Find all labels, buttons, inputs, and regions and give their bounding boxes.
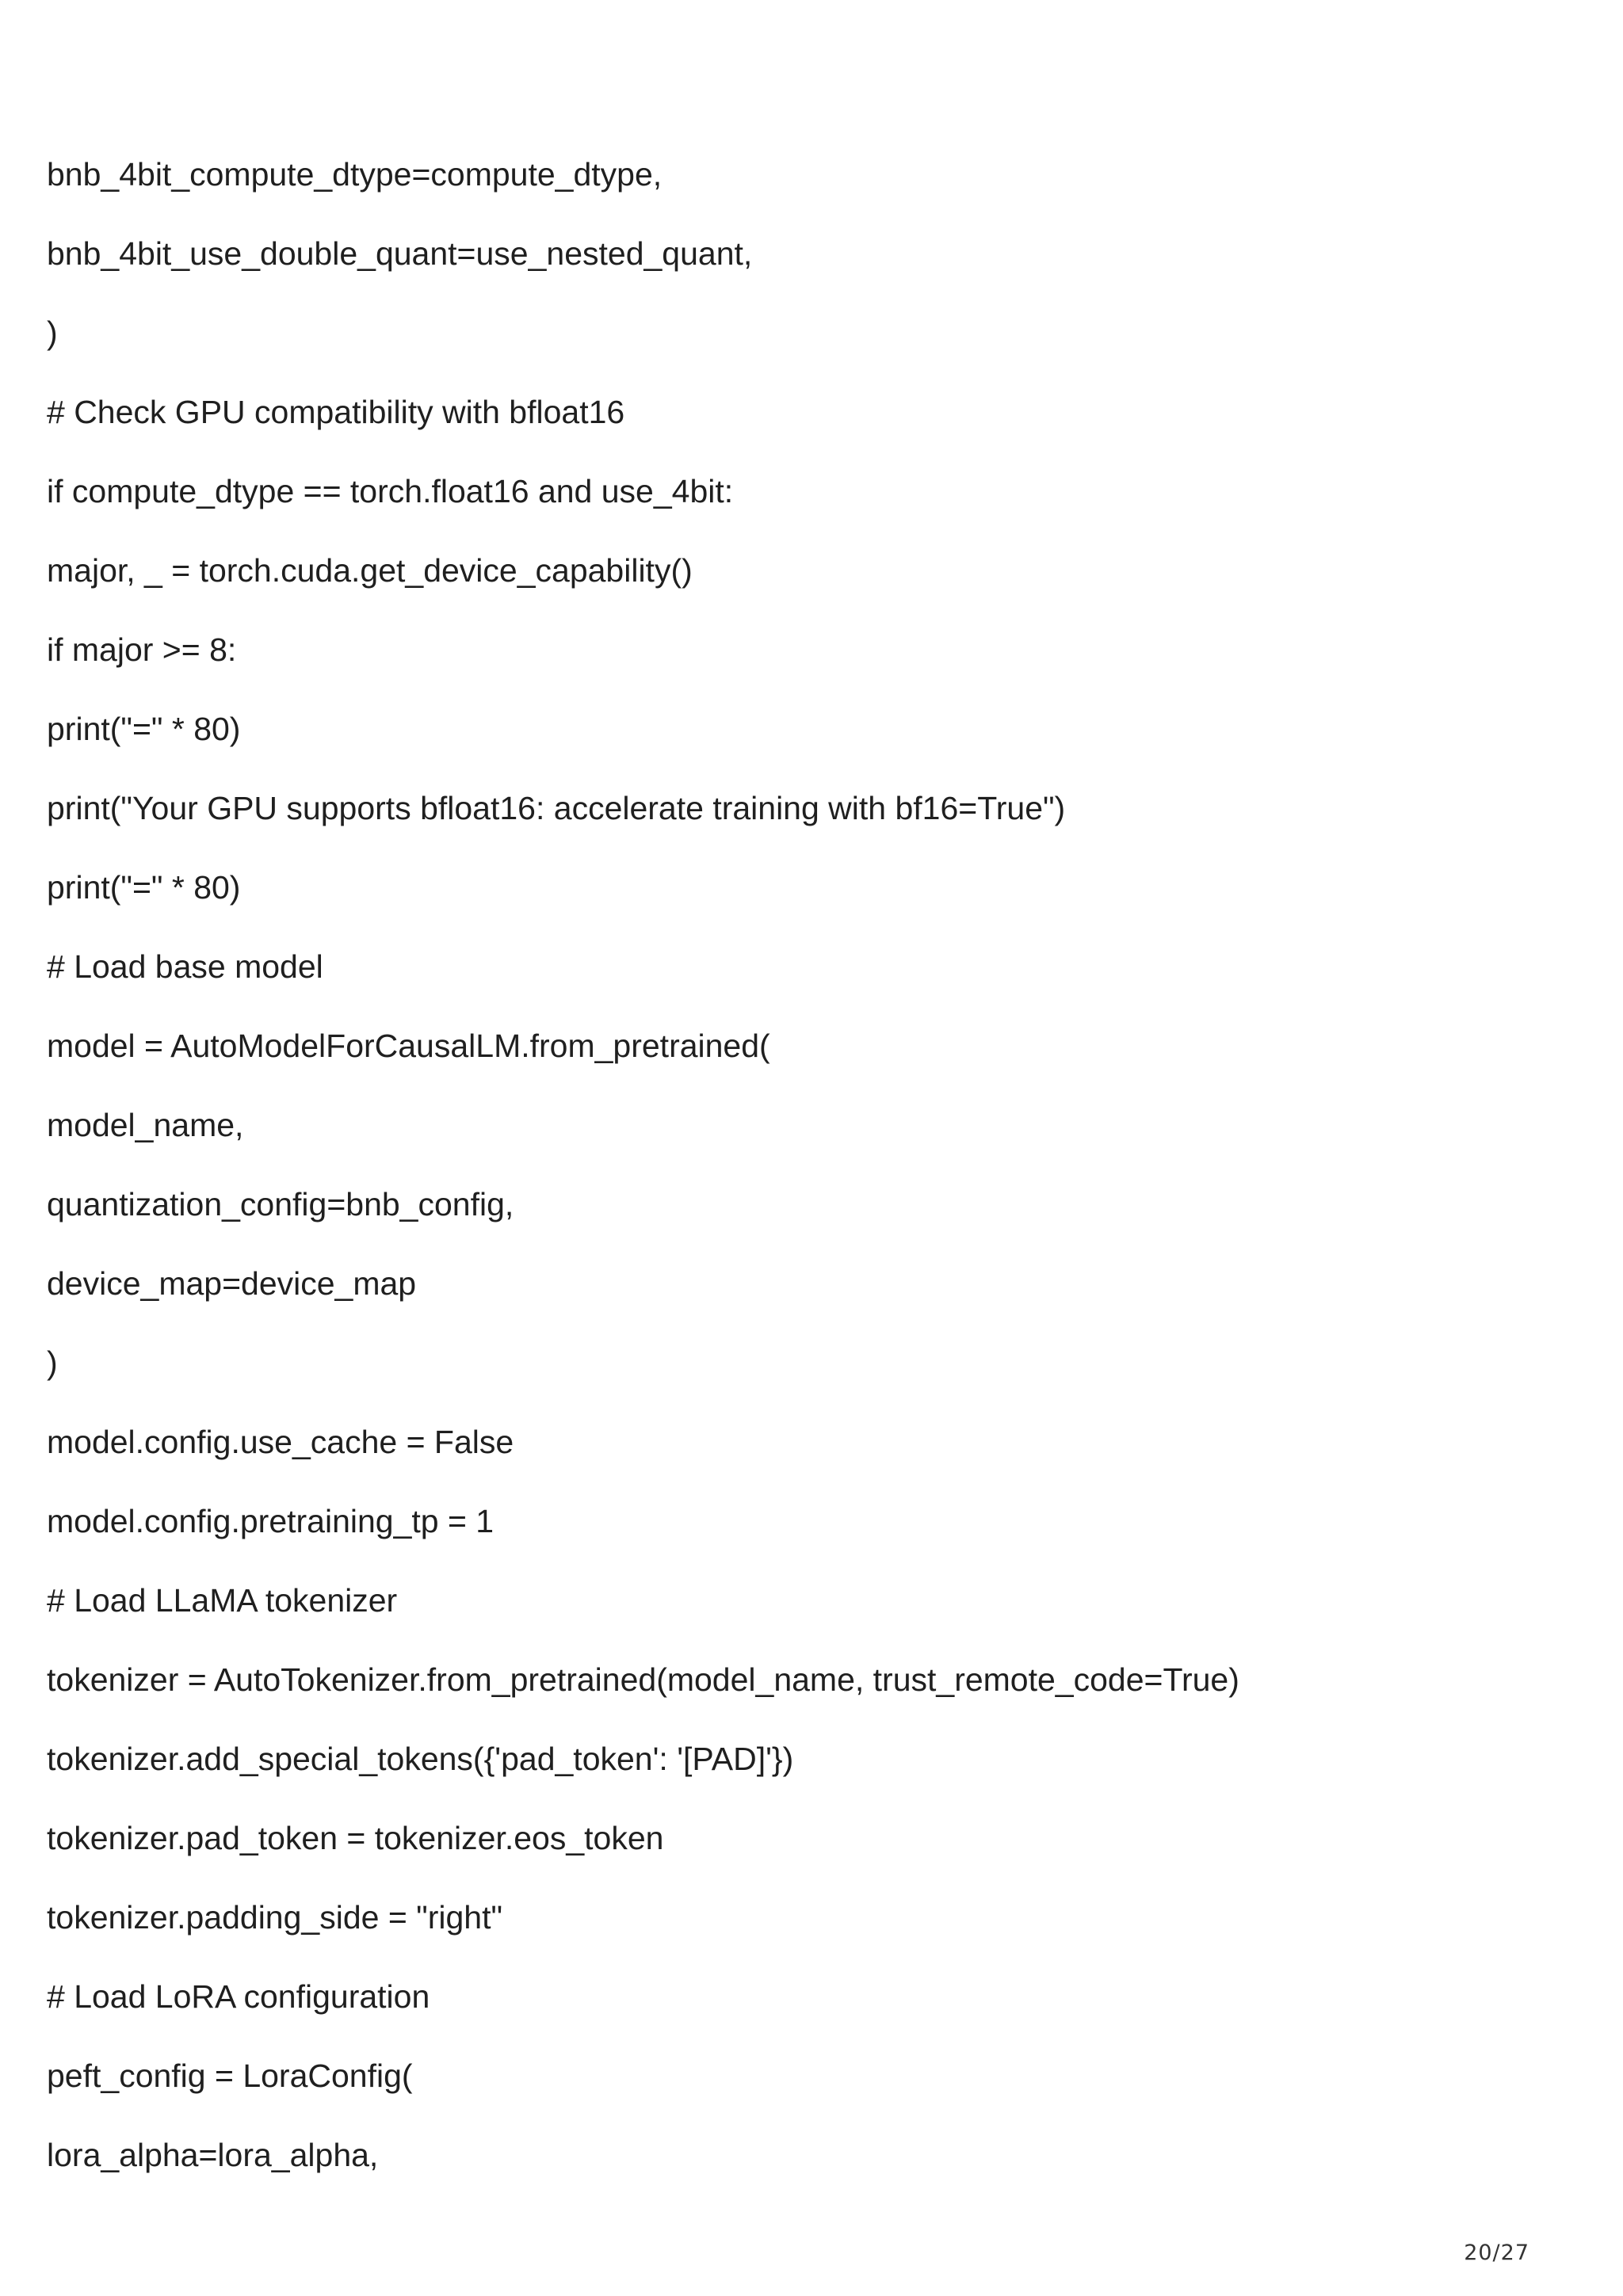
- code-line: major, _ = torch.cuda.get_device_capability(): [47, 552, 693, 589]
- code-line: ): [47, 1344, 58, 1381]
- code-line: model = AutoModelForCausalLM.from_pretrained(: [47, 1028, 770, 1064]
- code-line: bnb_4bit_compute_dtype=compute_dtype,: [47, 156, 663, 193]
- code-line: if major >= 8:: [47, 631, 237, 668]
- code-line: # Load base model: [47, 948, 323, 985]
- code-line: print("=" * 80): [47, 711, 241, 747]
- code-line: tokenizer.padding_side = "right": [47, 1899, 503, 1936]
- code-block: [47, 152, 1552, 2212]
- code-line: model_name,: [47, 1107, 244, 1143]
- code-line: peft_config = LoraConfig(: [47, 2058, 413, 2094]
- code-line: # Check GPU compatibility with bfloat16: [47, 394, 625, 430]
- code-line: # Load LoRA configuration: [47, 1978, 430, 2015]
- code-line: model.config.pretraining_tp = 1: [47, 1503, 495, 1539]
- code-line: tokenizer = AutoTokenizer.from_pretrained(model_name, trust_remote_code=True): [47, 1661, 1239, 1698]
- code-line: if compute_dtype == torch.float16 and use_4bit:: [47, 473, 734, 509]
- page-number: 20/27: [1464, 2241, 1529, 2265]
- code-line: quantization_config=bnb_config,: [47, 1186, 514, 1222]
- code-line: device_map=device_map: [47, 1265, 417, 1302]
- code-line: model.config.use_cache = False: [47, 1424, 514, 1460]
- code-line: ): [47, 315, 58, 351]
- code-line: bnb_4bit_use_double_quant=use_nested_quant,: [47, 235, 753, 272]
- code-line: lora_alpha=lora_alpha,: [47, 2137, 379, 2173]
- code-line: tokenizer.add_special_tokens({'pad_token': '[PAD]'}): [47, 1741, 794, 1777]
- code-line: print("Your GPU supports bfloat16: accelerate training with bf16=True"): [47, 790, 1066, 826]
- code-line: tokenizer.pad_token = tokenizer.eos_token: [47, 1820, 664, 1856]
- code-line: print("=" * 80): [47, 869, 241, 906]
- code-line: # Load LLaMA tokenizer: [47, 1582, 398, 1619]
